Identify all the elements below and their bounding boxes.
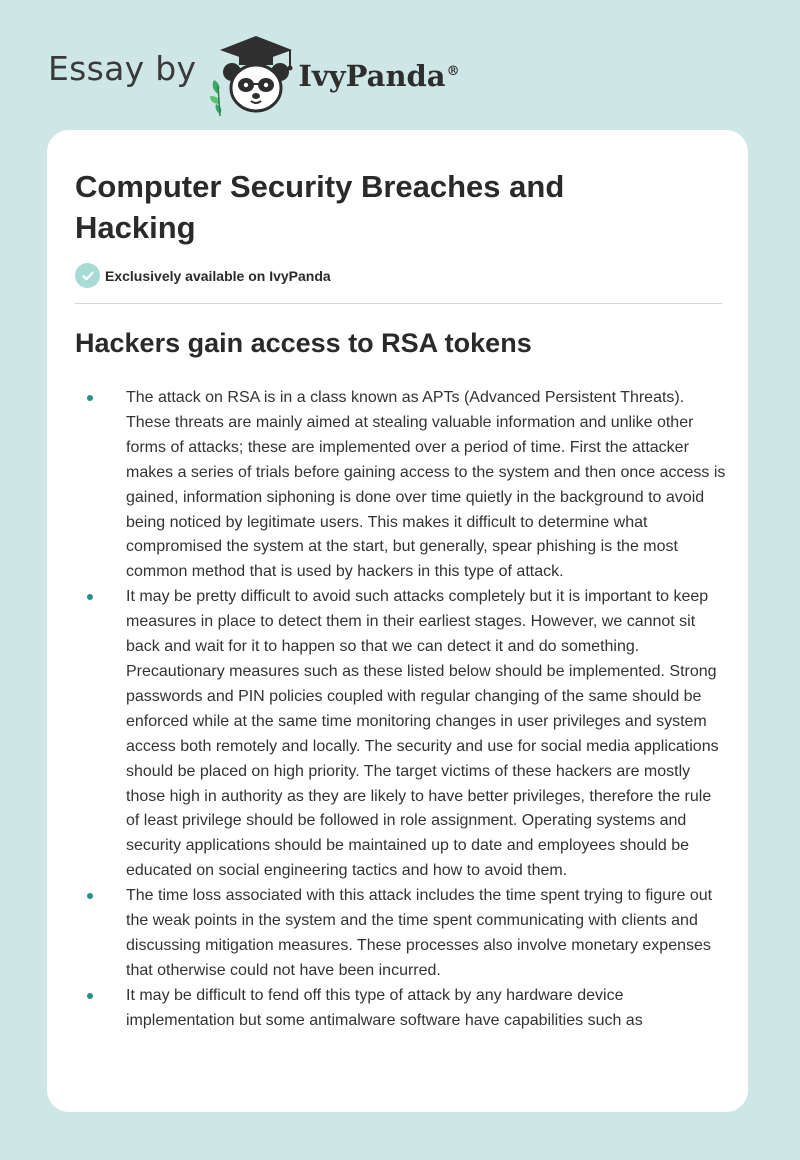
exclusive-badge [75,263,331,288]
brand-name[interactable]: IvyPanda® [298,59,460,93]
list-item-text: The attack on RSA is in a class known as APTs (Advanced Persistent Threats). These threats are mainly aimed at stealing valuable information and unlike other forms of attacks; these are implemented over a period of time. First the attacker makes a series of trials before gaining access to the system and then once access is gained, information siphoning is done over time quietly in the background to avoid being noticed by legitimate users. This makes it difficult to determine what compromised the system at the start, but generally, spear phishing is the most common method that is used by hackers in this type of attack. [126,389,726,581]
site-header [48,30,460,120]
list-item [87,585,727,884]
divider [75,303,722,304]
list-item [87,386,727,585]
bullet-icon [87,993,93,999]
essay-bullet-list [87,386,727,1034]
list-item [87,984,727,1034]
bullet-icon [87,395,93,401]
check-circle-icon [75,263,100,288]
bullet-icon [87,594,93,600]
page-title: Computer Security Breaches and Hacking [75,169,565,245]
list-item-text: The time loss associated with this attack includes the time spent trying to figure out the weak points in the system and the time spent communicating with clients and discussing mitigation measures. These processes also involve monetary expenses that otherwise could not have been incurred. [126,887,713,979]
brand-prefix: Essay by [48,48,197,88]
badge-text: Exclusively available on IvyPanda [105,267,331,284]
list-item-text: It may be difficult to fend off this type of attack by any hardware device implementation but some antimalware software have capabilities such as [126,986,643,1029]
panda-mascot-icon[interactable] [206,30,302,120]
essay-card [47,130,748,1112]
list-item-text: It may be pretty difficult to avoid such attacks completely but it is important to keep measures in place to detect them in their earliest stages. However, we cannot sit back and wait for it to happen so that we can detect it and do something. Precautionary measures such as these listed below should be implemented. Strong passwords and PIN policies coupled with regular changing of the same should be enforced while at the same time monitoring changes in user privileges and system access both remotely and locally. The security and use for social media applications should be placed on high priority. The target victims of these hackers are mostly those high in authority as they are likely to have better privileges, therefore the rule of least privilege should be followed in role assignment. Operating systems and security applications should be maintained up to date and employees should be educated on social engineering tactics and how to avoid them. [126,588,719,880]
list-item [87,884,727,984]
bullet-icon [87,893,93,899]
section-heading: Hackers gain access to RSA tokens [75,328,532,358]
